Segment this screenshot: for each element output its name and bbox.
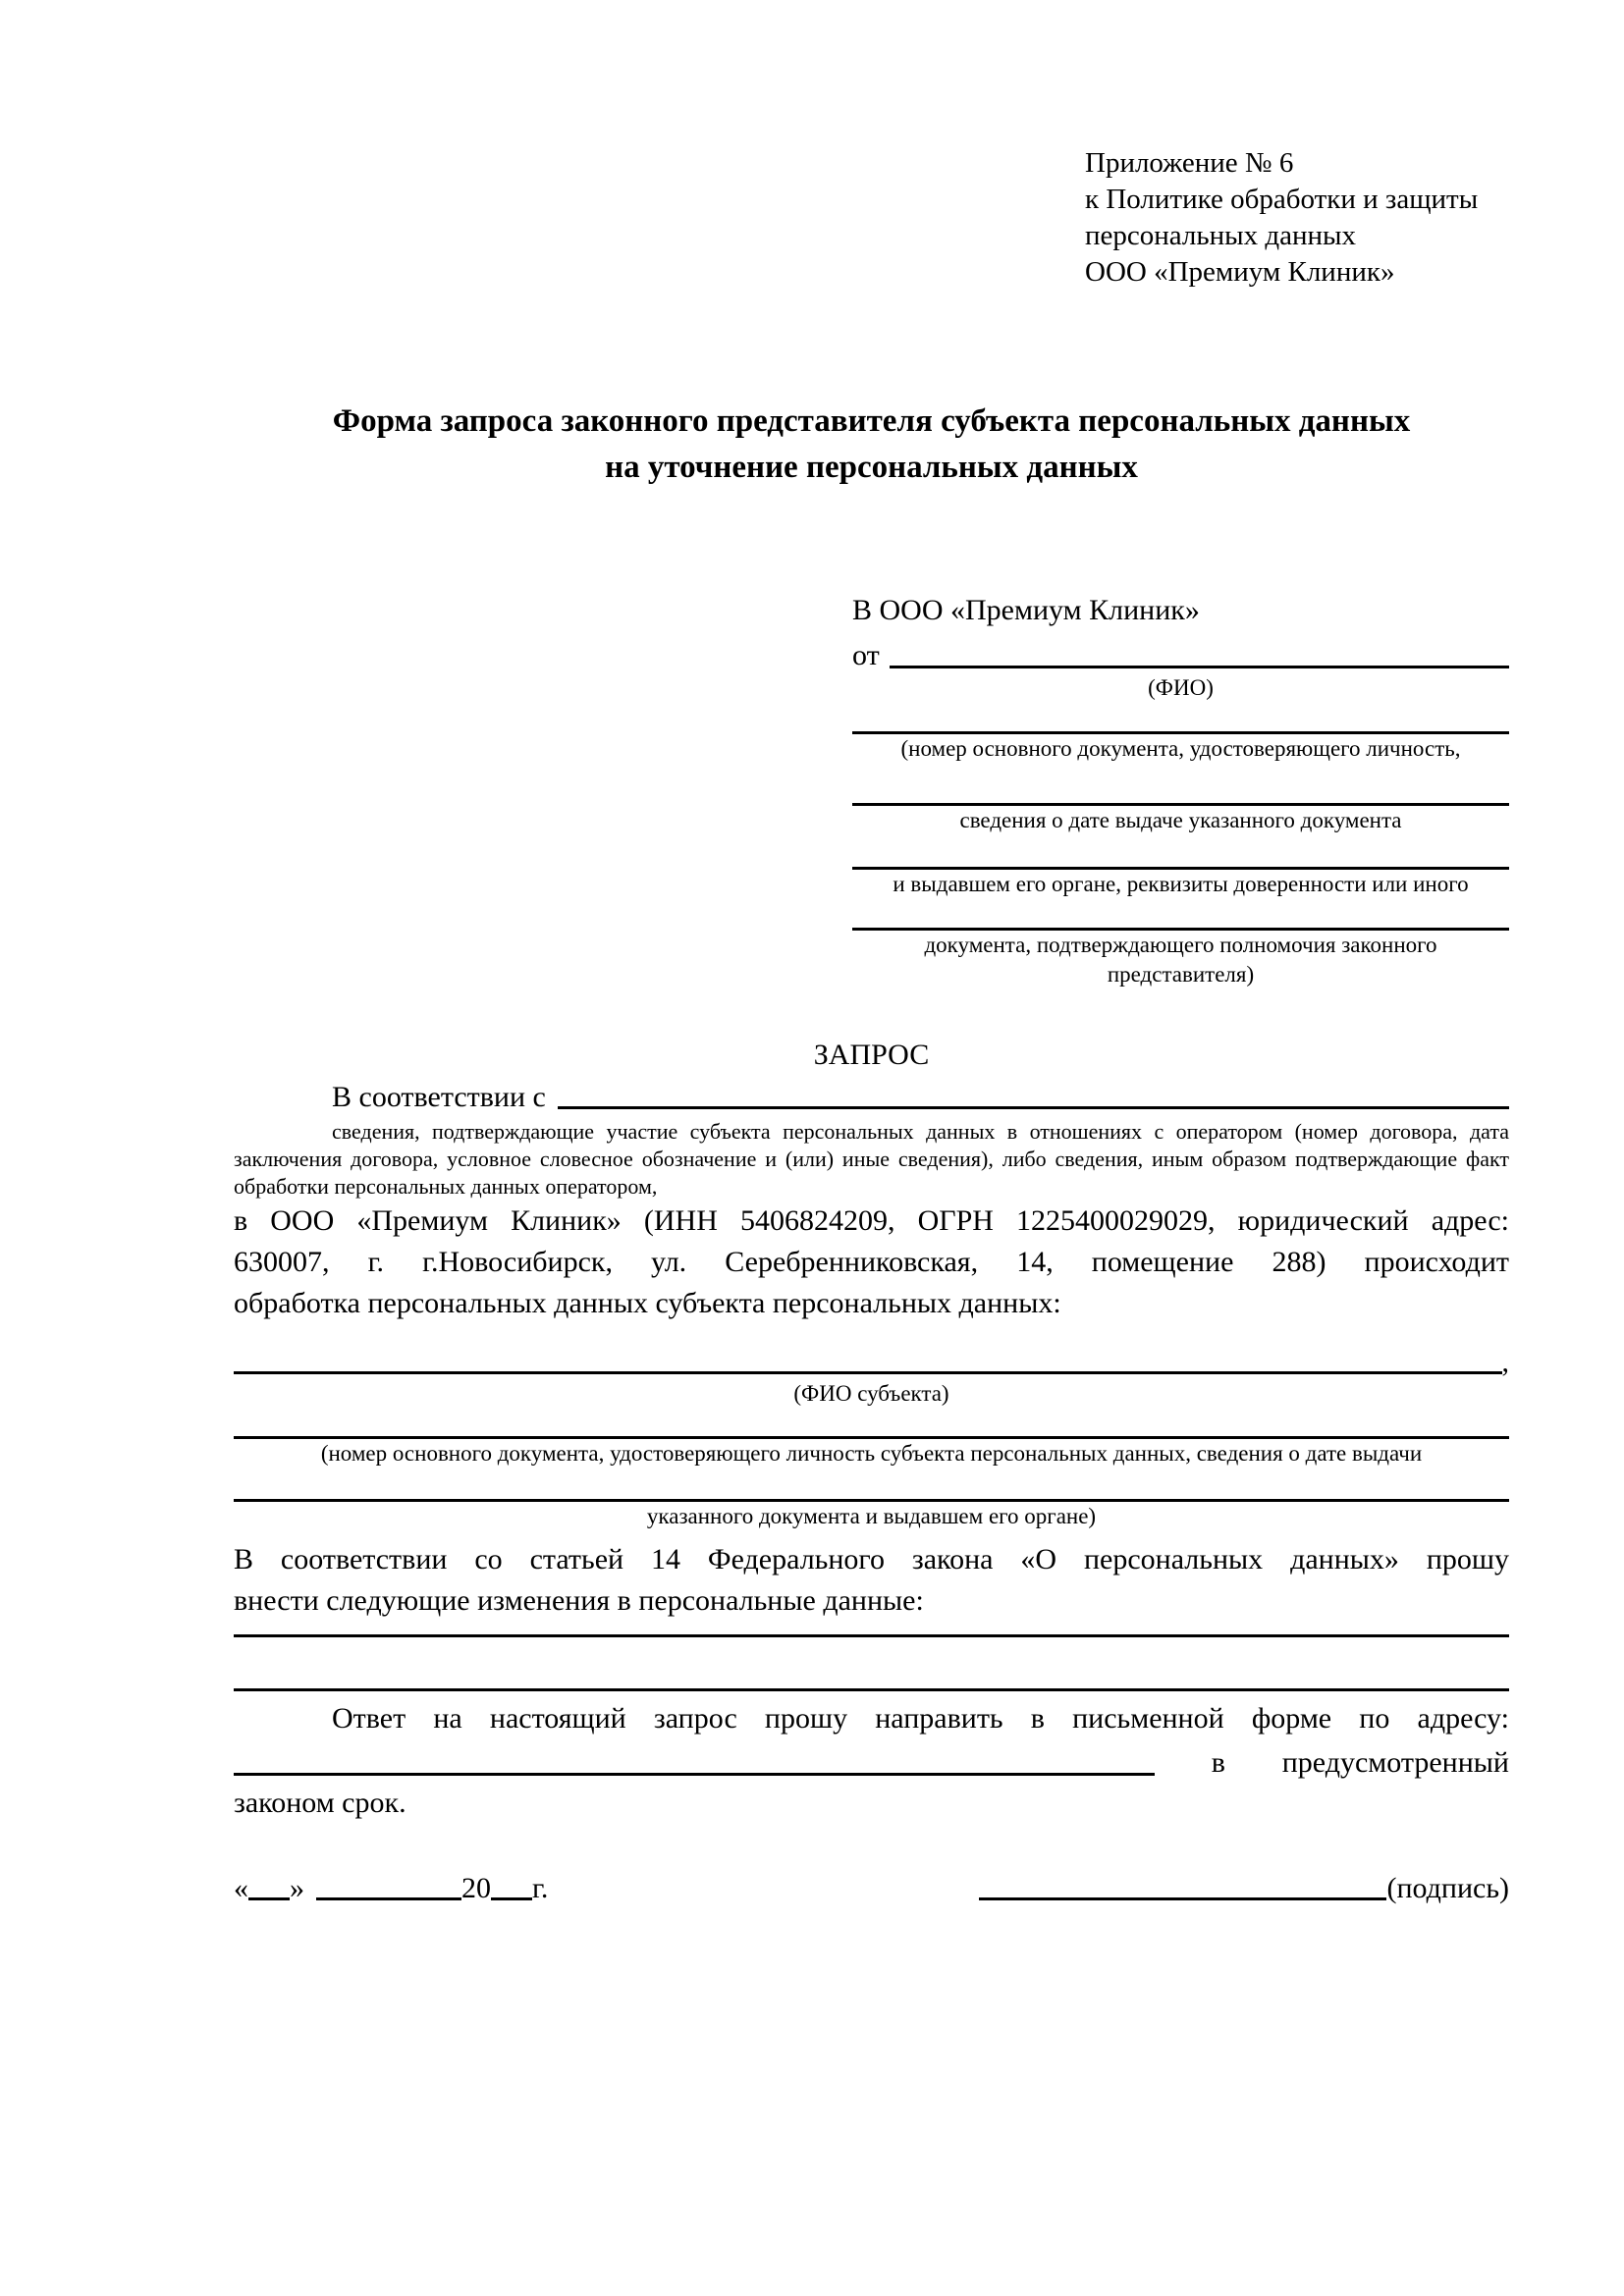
subject-document-caption: (номер основного документа, удостоверяющего личность субъекта персональных данных, сведения о дате выдачи <box>320 1441 1423 1466</box>
subject-fio-caption: (ФИО субъекта) <box>793 1381 949 1406</box>
appendix-line: персональных данных <box>1085 220 1357 251</box>
subject-document-caption-2: указанного документа и выдавшем его органе) <box>646 1504 1097 1528</box>
appendix-line: к Политике обработки и защиты <box>1085 184 1479 215</box>
year-blank-line <box>491 1897 532 1900</box>
addressee-block <box>852 589 1509 989</box>
article-line: внести следующие изменения в персональные данные: <box>234 1584 924 1617</box>
operator-line: обработка персональных данных субъекта персональных данных: <box>234 1287 1061 1319</box>
addressee-to: В ООО «Премиум Клиник» <box>852 594 1200 626</box>
from-label: от <box>852 639 880 671</box>
from-blank-line <box>890 666 1509 668</box>
form-title <box>234 399 1509 491</box>
subject-fio-blank-line <box>234 1371 1502 1374</box>
quote-open: « <box>234 1872 248 1904</box>
answer-line-end: законом срок. <box>234 1787 406 1819</box>
appendix-line: Приложение № 6 <box>1085 147 1294 179</box>
footnote-line: сведения, подтверждающие участие субъекта персональных данных в отношениях с оператором (номер договора, дата <box>332 1119 1509 1144</box>
operator-paragraph <box>234 1201 1509 1324</box>
from-field <box>852 632 1509 673</box>
year-suffix: г. <box>532 1872 549 1904</box>
signature-blank-line <box>979 1897 1386 1900</box>
footnote-line: заключения договора, условное словесное обозначение и (или) иные сведения), либо сведения, иным образом подтверждающие факт <box>234 1147 1509 1171</box>
article-paragraph <box>234 1539 1509 1622</box>
subject-fio-field <box>234 1340 1509 1379</box>
year-prefix: 20 <box>461 1872 491 1904</box>
basis-footnote <box>234 1118 1509 1201</box>
signature-caption: (подпись) <box>1386 1872 1509 1904</box>
operator-line: в ООО «Премиум Клиник» (ИНН 5406824209, ОГРН 1225400029029, юридический адрес: <box>234 1204 1509 1237</box>
answer-address-blank-line <box>234 1773 1155 1776</box>
signature-field <box>979 1871 1509 1906</box>
answer-address-field <box>234 1739 1509 1782</box>
trailing-comma: , <box>1501 1346 1509 1378</box>
footnote-line: обработки персональных данных оператором, <box>234 1174 658 1199</box>
changes-blank-line-2 <box>234 1688 1509 1691</box>
document-number-caption: (номер основного документа, удостоверяющего личность, <box>900 736 1461 761</box>
request-heading: ЗАПРОС <box>813 1039 930 1071</box>
day-blank-line <box>248 1897 290 1900</box>
fio-caption: (ФИО) <box>1148 675 1214 700</box>
operator-line: 630007, г. г.Новосибирск, ул. Серебренниковская, 14, помещение 288) происходит <box>234 1246 1509 1278</box>
issuing-authority-caption: и выдавшем его органе, реквизиты доверенности или иного <box>893 872 1469 896</box>
answer-line: Ответ на настоящий запрос прошу направить в письменной форме по адресу: <box>332 1702 1509 1735</box>
form-title-line: на уточнение персональных данных <box>605 450 1138 485</box>
appendix-block <box>1085 145 1509 291</box>
issue-date-caption: сведения о дате выдаче указанного документа <box>959 808 1402 832</box>
changes-blank-line-1 <box>234 1634 1509 1637</box>
month-blank-line <box>316 1897 461 1900</box>
basis-field <box>234 1077 1509 1114</box>
basis-blank-line <box>558 1106 1509 1109</box>
footer-row <box>234 1871 1509 1906</box>
basis-label: В соответствии с <box>332 1081 546 1113</box>
form-title-line: Форма запроса законного представителя субъекта персональных данных <box>332 403 1411 439</box>
answer-paragraph <box>234 1697 1509 1824</box>
date-field <box>234 1871 548 1906</box>
article-line: В соответствии со статьей 14 Федерального закона «О персональных данных» прошу <box>234 1543 1509 1575</box>
appendix-line: ООО «Премиум Клиник» <box>1085 256 1395 288</box>
quote-close: » <box>290 1872 304 1904</box>
answer-word: в <box>1211 1746 1225 1779</box>
authority-document-caption: документа, подтверждающего полномочия законного представителя) <box>924 933 1437 987</box>
answer-word: предусмотренный <box>1281 1746 1509 1779</box>
